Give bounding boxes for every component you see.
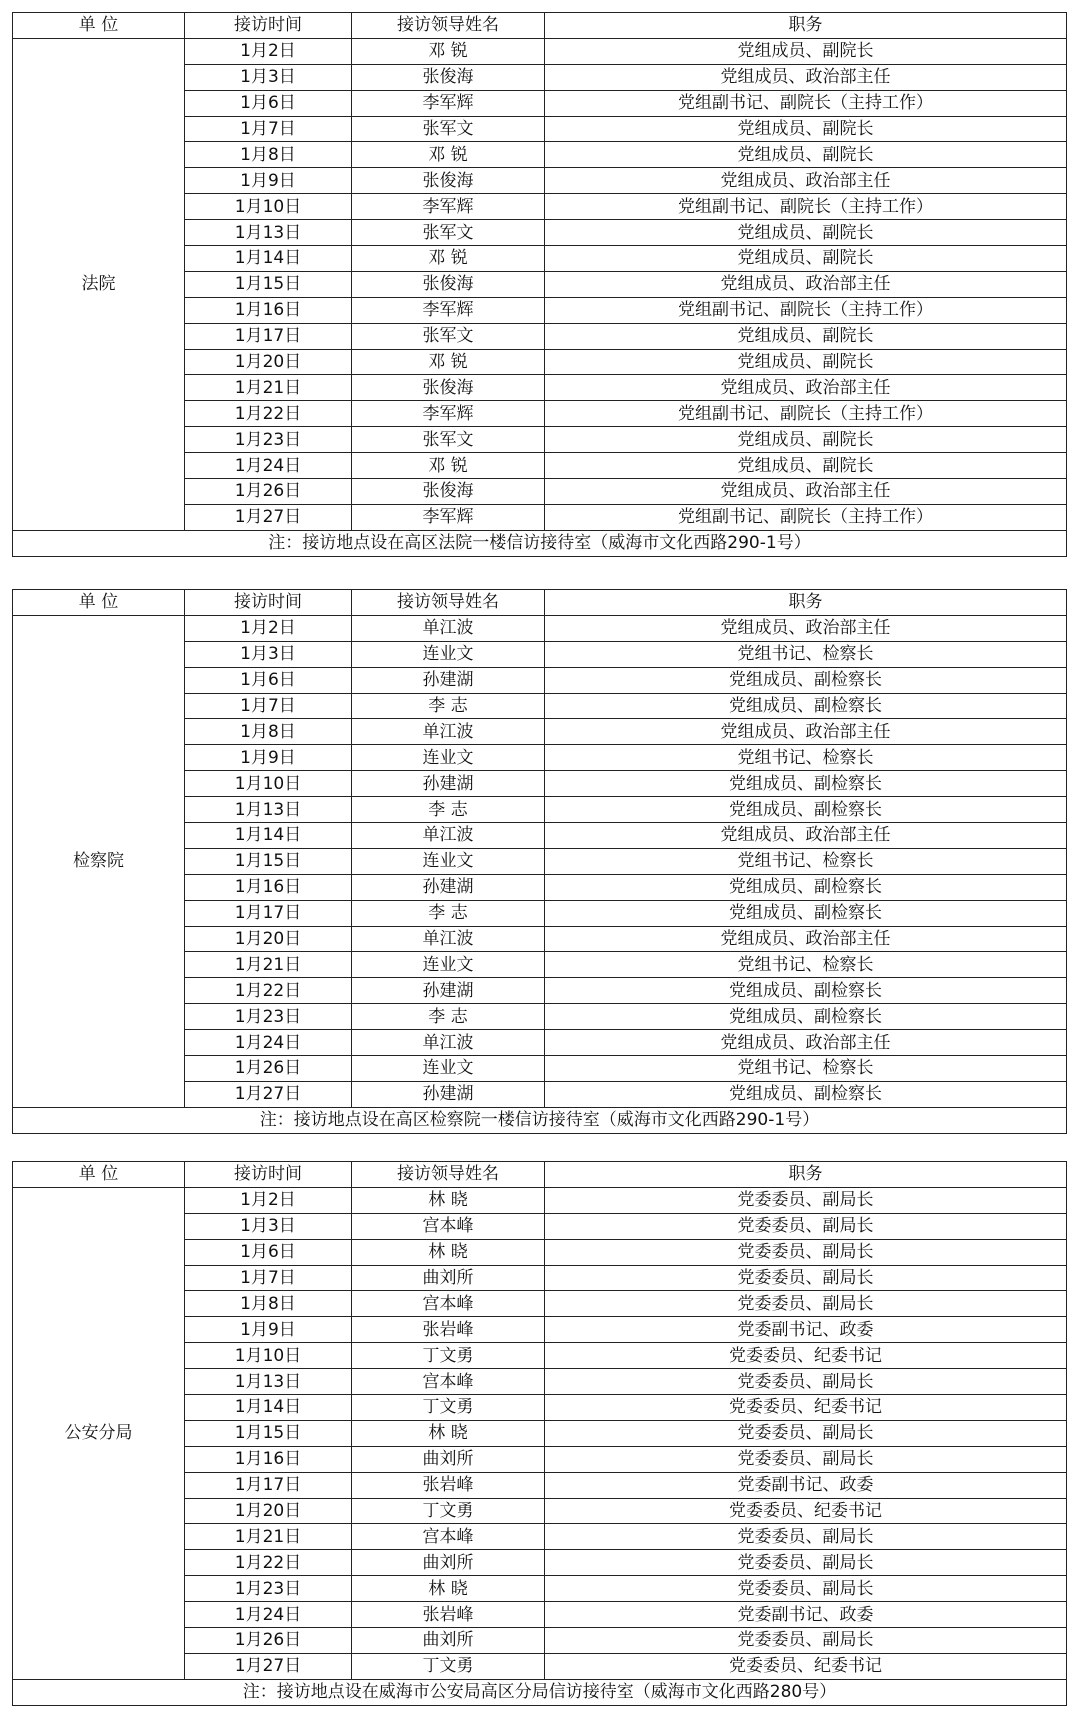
leader-position: 党组成员、副检察长 [545, 874, 1067, 900]
leader-name: 李 志 [352, 797, 545, 823]
leader-position: 党组成员、副院长 [545, 246, 1067, 272]
leader-name: 连业文 [352, 1056, 545, 1082]
leader-position: 党组成员、副检察长 [545, 1081, 1067, 1107]
visit-date: 1月16日 [185, 1446, 352, 1472]
schedule-section [12, 589, 1066, 1134]
visit-date: 1月23日 [185, 427, 352, 453]
leader-name: 曲刘所 [352, 1265, 545, 1291]
leader-name: 张俊海 [352, 168, 545, 194]
leader-position: 党组成员、副院长 [545, 427, 1067, 453]
visit-date: 1月24日 [185, 1030, 352, 1056]
visit-date: 1月17日 [185, 1472, 352, 1498]
visit-date: 1月7日 [185, 1265, 352, 1291]
leader-name: 李军辉 [352, 297, 545, 323]
leader-name: 张俊海 [352, 375, 545, 401]
visit-date: 1月10日 [185, 771, 352, 797]
visit-date: 1月15日 [185, 848, 352, 874]
header-leader: 接访领导姓名 [352, 1162, 545, 1188]
leader-position: 党组书记、检察长 [545, 641, 1067, 667]
leader-name: 李军辉 [352, 194, 545, 220]
visit-date: 1月13日 [185, 797, 352, 823]
leader-name: 丁文勇 [352, 1343, 545, 1369]
leader-position: 党组成员、副检察长 [545, 693, 1067, 719]
leader-position: 党组副书记、副院长（主持工作） [545, 504, 1067, 530]
leader-name: 林 晓 [352, 1576, 545, 1602]
visit-date: 1月9日 [185, 745, 352, 771]
leader-position: 党组成员、政治部主任 [545, 1030, 1067, 1056]
visit-date: 1月14日 [185, 1395, 352, 1421]
visit-date: 1月3日 [185, 64, 352, 90]
visit-date: 1月20日 [185, 1498, 352, 1524]
visit-date: 1月7日 [185, 116, 352, 142]
leader-name: 单江波 [352, 823, 545, 849]
leader-position: 党组成员、副检察长 [545, 978, 1067, 1004]
leader-position: 党组成员、政治部主任 [545, 64, 1067, 90]
leader-position: 党组成员、政治部主任 [545, 615, 1067, 641]
leader-position: 党委副书记、政委 [545, 1602, 1067, 1628]
leader-position: 党委委员、副局长 [545, 1628, 1067, 1654]
leader-position: 党委委员、副局长 [545, 1187, 1067, 1213]
leader-position: 党组成员、政治部主任 [545, 168, 1067, 194]
leader-position: 党组成员、政治部主任 [545, 926, 1067, 952]
leader-name: 孙建湖 [352, 667, 545, 693]
schedule-table [12, 12, 1067, 557]
leader-position: 党组书记、检察长 [545, 745, 1067, 771]
leader-name: 孙建湖 [352, 978, 545, 1004]
leader-position: 党组成员、政治部主任 [545, 823, 1067, 849]
leader-position: 党委委员、副局长 [545, 1446, 1067, 1472]
visit-date: 1月22日 [185, 401, 352, 427]
leader-name: 张俊海 [352, 271, 545, 297]
leader-name: 邓 锐 [352, 38, 545, 64]
leader-position: 党组成员、副院长 [545, 220, 1067, 246]
leader-name: 林 晓 [352, 1420, 545, 1446]
leader-name: 张军文 [352, 427, 545, 453]
leader-position: 党委委员、纪委书记 [545, 1343, 1067, 1369]
header-row [13, 590, 1067, 616]
visit-date: 1月20日 [185, 926, 352, 952]
visit-date: 1月14日 [185, 823, 352, 849]
leader-name: 张岩峰 [352, 1317, 545, 1343]
leader-position: 党委委员、副局长 [545, 1213, 1067, 1239]
leader-name: 李 志 [352, 1004, 545, 1030]
leader-position: 党组成员、副院长 [545, 116, 1067, 142]
leader-position: 党委副书记、政委 [545, 1472, 1067, 1498]
leader-position: 党委委员、副局长 [545, 1524, 1067, 1550]
visit-date: 1月2日 [185, 1187, 352, 1213]
leader-name: 宫本峰 [352, 1213, 545, 1239]
visit-date: 1月16日 [185, 874, 352, 900]
leader-position: 党组成员、政治部主任 [545, 271, 1067, 297]
visit-date: 1月14日 [185, 246, 352, 272]
leader-name: 单江波 [352, 1030, 545, 1056]
visit-date: 1月13日 [185, 220, 352, 246]
header-row [13, 13, 1067, 39]
visit-date: 1月8日 [185, 142, 352, 168]
schedule-table [12, 589, 1067, 1134]
leader-position: 党委委员、副局长 [545, 1291, 1067, 1317]
leader-name: 丁文勇 [352, 1653, 545, 1679]
visit-date: 1月2日 [185, 615, 352, 641]
leader-position: 党组书记、检察长 [545, 848, 1067, 874]
leader-name: 张军文 [352, 116, 545, 142]
visit-date: 1月26日 [185, 1056, 352, 1082]
visit-date: 1月27日 [185, 1653, 352, 1679]
visit-date: 1月17日 [185, 323, 352, 349]
leader-name: 林 晓 [352, 1239, 545, 1265]
visit-date: 1月8日 [185, 719, 352, 745]
visit-date: 1月21日 [185, 952, 352, 978]
leader-position: 党委委员、副局长 [545, 1239, 1067, 1265]
header-time: 接访时间 [185, 590, 352, 616]
leader-name: 李 志 [352, 900, 545, 926]
visit-date: 1月9日 [185, 1317, 352, 1343]
schedule-section [12, 1161, 1066, 1706]
visit-date: 1月13日 [185, 1369, 352, 1395]
visit-date: 1月16日 [185, 297, 352, 323]
leader-position: 党组副书记、副院长（主持工作） [545, 297, 1067, 323]
visit-date: 1月2日 [185, 38, 352, 64]
leader-name: 邓 锐 [352, 453, 545, 479]
visit-date: 1月10日 [185, 1343, 352, 1369]
visit-date: 1月6日 [185, 667, 352, 693]
visit-date: 1月26日 [185, 1628, 352, 1654]
visit-date: 1月6日 [185, 90, 352, 116]
leader-position: 党委委员、副局长 [545, 1550, 1067, 1576]
leader-position: 党组成员、副检察长 [545, 771, 1067, 797]
visit-date: 1月24日 [185, 1602, 352, 1628]
leader-name: 曲刘所 [352, 1628, 545, 1654]
leader-name: 连业文 [352, 641, 545, 667]
visit-date: 1月21日 [185, 375, 352, 401]
header-position: 职务 [545, 13, 1067, 39]
leader-position: 党组成员、政治部主任 [545, 479, 1067, 505]
location-note: 注：接访地点设在高区法院一楼信访接待室（威海市文化西路290-1号） [13, 530, 1067, 556]
leader-name: 邓 锐 [352, 246, 545, 272]
leader-name: 张军文 [352, 323, 545, 349]
leader-position: 党组成员、副检察长 [545, 1004, 1067, 1030]
leader-position: 党委委员、纪委书记 [545, 1498, 1067, 1524]
visit-date: 1月17日 [185, 900, 352, 926]
leader-position: 党组成员、副检察长 [545, 667, 1067, 693]
leader-position: 党组成员、副检察长 [545, 900, 1067, 926]
header-leader: 接访领导姓名 [352, 590, 545, 616]
leader-name: 林 晓 [352, 1187, 545, 1213]
leader-position: 党组成员、副院长 [545, 38, 1067, 64]
leader-name: 曲刘所 [352, 1550, 545, 1576]
leader-name: 张俊海 [352, 64, 545, 90]
leader-position: 党组副书记、副院长（主持工作） [545, 90, 1067, 116]
leader-position: 党委委员、副局长 [545, 1265, 1067, 1291]
leader-name: 宫本峰 [352, 1291, 545, 1317]
visit-date: 1月27日 [185, 1081, 352, 1107]
visit-date: 1月9日 [185, 168, 352, 194]
header-row [13, 1162, 1067, 1188]
leader-name: 孙建湖 [352, 1081, 545, 1107]
leader-position: 党组副书记、副院长（主持工作） [545, 194, 1067, 220]
leader-position: 党组成员、副院长 [545, 323, 1067, 349]
visit-date: 1月26日 [185, 479, 352, 505]
leader-name: 单江波 [352, 615, 545, 641]
leader-name: 李军辉 [352, 401, 545, 427]
header-position: 职务 [545, 590, 1067, 616]
leader-name: 孙建湖 [352, 874, 545, 900]
visit-date: 1月15日 [185, 1420, 352, 1446]
schedule-table [12, 1161, 1067, 1706]
leader-position: 党组成员、副院长 [545, 453, 1067, 479]
unit-name: 公安分局 [13, 1187, 185, 1679]
leader-name: 丁文勇 [352, 1395, 545, 1421]
leader-position: 党组书记、检察长 [545, 1056, 1067, 1082]
leader-name: 张岩峰 [352, 1472, 545, 1498]
leader-name: 单江波 [352, 926, 545, 952]
visit-date: 1月24日 [185, 453, 352, 479]
visit-date: 1月23日 [185, 1004, 352, 1030]
leader-name: 宫本峰 [352, 1524, 545, 1550]
visit-date: 1月22日 [185, 978, 352, 1004]
location-note: 注：接访地点设在威海市公安局高区分局信访接待室（威海市文化西路280号） [13, 1679, 1067, 1705]
header-unit: 单 位 [13, 1162, 185, 1188]
visit-date: 1月22日 [185, 1550, 352, 1576]
table-row [13, 38, 1067, 64]
visit-date: 1月10日 [185, 194, 352, 220]
leader-name: 张军文 [352, 220, 545, 246]
leader-name: 邓 锐 [352, 142, 545, 168]
leader-position: 党组成员、副院长 [545, 349, 1067, 375]
leader-name: 孙建湖 [352, 771, 545, 797]
schedule-section [12, 12, 1066, 557]
leader-position: 党组成员、政治部主任 [545, 719, 1067, 745]
leader-name: 李军辉 [352, 90, 545, 116]
leader-position: 党组成员、副院长 [545, 142, 1067, 168]
visit-date: 1月27日 [185, 504, 352, 530]
location-note: 注：接访地点设在高区检察院一楼信访接待室（威海市文化西路290-1号） [13, 1107, 1067, 1133]
leader-position: 党委委员、纪委书记 [545, 1395, 1067, 1421]
leader-name: 李军辉 [352, 504, 545, 530]
visit-date: 1月8日 [185, 1291, 352, 1317]
header-unit: 单 位 [13, 590, 185, 616]
leader-position: 党委委员、副局长 [545, 1420, 1067, 1446]
table-row [13, 615, 1067, 641]
table-row [13, 1187, 1067, 1213]
visit-date: 1月20日 [185, 349, 352, 375]
leader-position: 党组书记、检察长 [545, 952, 1067, 978]
leader-name: 连业文 [352, 952, 545, 978]
leader-position: 党委委员、副局长 [545, 1576, 1067, 1602]
visit-date: 1月3日 [185, 641, 352, 667]
leader-name: 张岩峰 [352, 1602, 545, 1628]
visit-date: 1月15日 [185, 271, 352, 297]
leader-position: 党委委员、纪委书记 [545, 1653, 1067, 1679]
header-position: 职务 [545, 1162, 1067, 1188]
unit-name: 法院 [13, 38, 185, 530]
leader-position: 党组副书记、副院长（主持工作） [545, 401, 1067, 427]
leader-position: 党委委员、副局长 [545, 1369, 1067, 1395]
header-time: 接访时间 [185, 13, 352, 39]
header-leader: 接访领导姓名 [352, 13, 545, 39]
visit-date: 1月6日 [185, 1239, 352, 1265]
visit-date: 1月3日 [185, 1213, 352, 1239]
leader-name: 单江波 [352, 719, 545, 745]
visit-date: 1月23日 [185, 1576, 352, 1602]
leader-name: 连业文 [352, 848, 545, 874]
leader-position: 党委副书记、政委 [545, 1317, 1067, 1343]
header-time: 接访时间 [185, 1162, 352, 1188]
leader-name: 丁文勇 [352, 1498, 545, 1524]
leader-position: 党组成员、副检察长 [545, 797, 1067, 823]
header-unit: 单 位 [13, 13, 185, 39]
visit-date: 1月7日 [185, 693, 352, 719]
leader-name: 曲刘所 [352, 1446, 545, 1472]
leader-position: 党组成员、政治部主任 [545, 375, 1067, 401]
leader-name: 李 志 [352, 693, 545, 719]
leader-name: 连业文 [352, 745, 545, 771]
unit-name: 检察院 [13, 615, 185, 1107]
visit-date: 1月21日 [185, 1524, 352, 1550]
leader-name: 邓 锐 [352, 349, 545, 375]
leader-name: 宫本峰 [352, 1369, 545, 1395]
leader-name: 张俊海 [352, 479, 545, 505]
